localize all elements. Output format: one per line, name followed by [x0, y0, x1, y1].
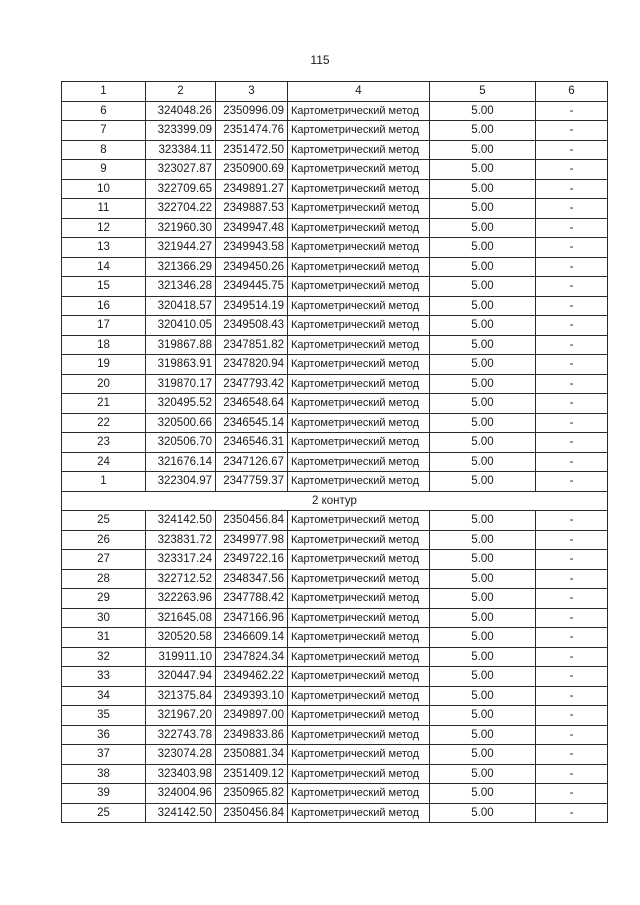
header-cell-3: 3	[216, 82, 288, 102]
point-number-cell: 31	[62, 628, 146, 648]
note-cell: -	[536, 140, 608, 160]
method-cell: Картометрический метод	[288, 101, 430, 121]
point-number-cell: 14	[62, 257, 146, 277]
y-coordinate-cell: 2350456.84	[216, 803, 288, 823]
method-cell: Картометрический метод	[288, 725, 430, 745]
point-number-cell: 16	[62, 296, 146, 316]
method-cell: Картометрический метод	[288, 667, 430, 687]
table-row	[62, 199, 608, 219]
table-row	[62, 452, 608, 472]
method-cell: Картометрический метод	[288, 472, 430, 492]
point-number-cell: 34	[62, 686, 146, 706]
method-cell: Картометрический метод	[288, 706, 430, 726]
table-row	[62, 374, 608, 394]
note-cell: -	[536, 238, 608, 258]
method-cell: Картометрический метод	[288, 218, 430, 238]
header-cell-6: 6	[536, 82, 608, 102]
note-cell: -	[536, 394, 608, 414]
table-row	[62, 647, 608, 667]
y-coordinate-cell: 2351472.50	[216, 140, 288, 160]
x-coordinate-cell: 323384.11	[146, 140, 216, 160]
table-row	[62, 394, 608, 414]
table-row	[62, 413, 608, 433]
y-coordinate-cell: 2347788.42	[216, 589, 288, 609]
contour-header-row	[62, 491, 608, 511]
point-number-cell: 8	[62, 140, 146, 160]
method-cell: Картометрический метод	[288, 452, 430, 472]
table-row	[62, 569, 608, 589]
point-number-cell: 37	[62, 745, 146, 765]
note-cell: -	[536, 355, 608, 375]
precision-cell: 5.00	[430, 764, 536, 784]
method-cell: Картометрический метод	[288, 647, 430, 667]
x-coordinate-cell: 323317.24	[146, 550, 216, 570]
point-number-cell: 17	[62, 316, 146, 336]
method-cell: Картометрический метод	[288, 316, 430, 336]
point-number-cell: 12	[62, 218, 146, 238]
precision-cell: 5.00	[430, 218, 536, 238]
header-cell-1: 1	[62, 82, 146, 102]
method-cell: Картометрический метод	[288, 569, 430, 589]
note-cell: -	[536, 686, 608, 706]
y-coordinate-cell: 2346548.64	[216, 394, 288, 414]
table-row	[62, 511, 608, 531]
table-row	[62, 472, 608, 492]
note-cell: -	[536, 335, 608, 355]
y-coordinate-cell: 2350965.82	[216, 784, 288, 804]
note-cell: -	[536, 745, 608, 765]
y-coordinate-cell: 2349977.98	[216, 530, 288, 550]
x-coordinate-cell: 322304.97	[146, 472, 216, 492]
x-coordinate-cell: 324004.96	[146, 784, 216, 804]
precision-cell: 5.00	[430, 530, 536, 550]
method-cell: Картометрический метод	[288, 277, 430, 297]
y-coordinate-cell: 2349514.19	[216, 296, 288, 316]
precision-cell: 5.00	[430, 257, 536, 277]
point-number-cell: 1	[62, 472, 146, 492]
y-coordinate-cell: 2349887.53	[216, 199, 288, 219]
precision-cell: 5.00	[430, 608, 536, 628]
precision-cell: 5.00	[430, 179, 536, 199]
precision-cell: 5.00	[430, 452, 536, 472]
table-row	[62, 725, 608, 745]
note-cell: -	[536, 725, 608, 745]
method-cell: Картометрический метод	[288, 238, 430, 258]
table-row	[62, 296, 608, 316]
method-cell: Картометрический метод	[288, 179, 430, 199]
note-cell: -	[536, 550, 608, 570]
x-coordinate-cell: 319911.10	[146, 647, 216, 667]
note-cell: -	[536, 706, 608, 726]
note-cell: -	[536, 764, 608, 784]
method-cell: Картометрический метод	[288, 433, 430, 453]
x-coordinate-cell: 319863.91	[146, 355, 216, 375]
note-cell: -	[536, 784, 608, 804]
precision-cell: 5.00	[430, 725, 536, 745]
y-coordinate-cell: 2349833.86	[216, 725, 288, 745]
x-coordinate-cell: 324142.50	[146, 803, 216, 823]
precision-cell: 5.00	[430, 277, 536, 297]
note-cell: -	[536, 433, 608, 453]
x-coordinate-cell: 322704.22	[146, 199, 216, 219]
y-coordinate-cell: 2349947.48	[216, 218, 288, 238]
precision-cell: 5.00	[430, 589, 536, 609]
table-header-row	[62, 82, 608, 102]
method-cell: Картометрический метод	[288, 296, 430, 316]
x-coordinate-cell: 321960.30	[146, 218, 216, 238]
x-coordinate-cell: 321944.27	[146, 238, 216, 258]
point-number-cell: 21	[62, 394, 146, 414]
y-coordinate-cell: 2351409.12	[216, 764, 288, 784]
note-cell: -	[536, 316, 608, 336]
y-coordinate-cell: 2349462.22	[216, 667, 288, 687]
point-number-cell: 26	[62, 530, 146, 550]
header-cell-5: 5	[430, 82, 536, 102]
y-coordinate-cell: 2347166.96	[216, 608, 288, 628]
y-coordinate-cell: 2347820.94	[216, 355, 288, 375]
table-row	[62, 803, 608, 823]
table-row	[62, 764, 608, 784]
y-coordinate-cell: 2349722.16	[216, 550, 288, 570]
y-coordinate-cell: 2351474.76	[216, 121, 288, 141]
note-cell: -	[536, 101, 608, 121]
note-cell: -	[536, 569, 608, 589]
x-coordinate-cell: 319870.17	[146, 374, 216, 394]
x-coordinate-cell: 320418.57	[146, 296, 216, 316]
point-number-cell: 11	[62, 199, 146, 219]
precision-cell: 5.00	[430, 335, 536, 355]
precision-cell: 5.00	[430, 413, 536, 433]
method-cell: Картометрический метод	[288, 257, 430, 277]
precision-cell: 5.00	[430, 745, 536, 765]
coordinates-table	[61, 81, 608, 823]
note-cell: -	[536, 530, 608, 550]
x-coordinate-cell: 324142.50	[146, 511, 216, 531]
header-cell-4: 4	[288, 82, 430, 102]
precision-cell: 5.00	[430, 472, 536, 492]
precision-cell: 5.00	[430, 316, 536, 336]
point-number-cell: 19	[62, 355, 146, 375]
x-coordinate-cell: 322709.65	[146, 179, 216, 199]
y-coordinate-cell: 2346546.31	[216, 433, 288, 453]
point-number-cell: 32	[62, 647, 146, 667]
x-coordinate-cell: 322712.52	[146, 569, 216, 589]
precision-cell: 5.00	[430, 511, 536, 531]
table-row	[62, 550, 608, 570]
method-cell: Картометрический метод	[288, 355, 430, 375]
note-cell: -	[536, 199, 608, 219]
method-cell: Картометрический метод	[288, 530, 430, 550]
precision-cell: 5.00	[430, 238, 536, 258]
precision-cell: 5.00	[430, 433, 536, 453]
y-coordinate-cell: 2350900.69	[216, 160, 288, 180]
table-row	[62, 628, 608, 648]
note-cell: -	[536, 452, 608, 472]
precision-cell: 5.00	[430, 647, 536, 667]
method-cell: Картометрический метод	[288, 335, 430, 355]
y-coordinate-cell: 2349445.75	[216, 277, 288, 297]
method-cell: Картометрический метод	[288, 764, 430, 784]
point-number-cell: 39	[62, 784, 146, 804]
method-cell: Картометрический метод	[288, 413, 430, 433]
precision-cell: 5.00	[430, 296, 536, 316]
note-cell: -	[536, 296, 608, 316]
method-cell: Картометрический метод	[288, 199, 430, 219]
x-coordinate-cell: 323831.72	[146, 530, 216, 550]
note-cell: -	[536, 374, 608, 394]
precision-cell: 5.00	[430, 355, 536, 375]
y-coordinate-cell: 2346609.14	[216, 628, 288, 648]
point-number-cell: 25	[62, 511, 146, 531]
note-cell: -	[536, 608, 608, 628]
y-coordinate-cell: 2347126.67	[216, 452, 288, 472]
precision-cell: 5.00	[430, 803, 536, 823]
point-number-cell: 28	[62, 569, 146, 589]
point-number-cell: 24	[62, 452, 146, 472]
precision-cell: 5.00	[430, 374, 536, 394]
table-body	[62, 101, 608, 823]
note-cell: -	[536, 413, 608, 433]
y-coordinate-cell: 2349943.58	[216, 238, 288, 258]
note-cell: -	[536, 667, 608, 687]
table-row	[62, 433, 608, 453]
x-coordinate-cell: 323074.28	[146, 745, 216, 765]
method-cell: Картометрический метод	[288, 140, 430, 160]
note-cell: -	[536, 160, 608, 180]
note-cell: -	[536, 179, 608, 199]
table-row	[62, 686, 608, 706]
table-row	[62, 121, 608, 141]
y-coordinate-cell: 2346545.14	[216, 413, 288, 433]
point-number-cell: 10	[62, 179, 146, 199]
table-row	[62, 238, 608, 258]
precision-cell: 5.00	[430, 569, 536, 589]
x-coordinate-cell: 321967.20	[146, 706, 216, 726]
precision-cell: 5.00	[430, 686, 536, 706]
point-number-cell: 23	[62, 433, 146, 453]
y-coordinate-cell: 2349393.10	[216, 686, 288, 706]
table-row	[62, 589, 608, 609]
x-coordinate-cell: 320410.05	[146, 316, 216, 336]
table-row	[62, 277, 608, 297]
table-row	[62, 316, 608, 336]
note-cell: -	[536, 277, 608, 297]
method-cell: Картометрический метод	[288, 160, 430, 180]
precision-cell: 5.00	[430, 199, 536, 219]
precision-cell: 5.00	[430, 121, 536, 141]
method-cell: Картометрический метод	[288, 608, 430, 628]
point-number-cell: 38	[62, 764, 146, 784]
point-number-cell: 13	[62, 238, 146, 258]
note-cell: -	[536, 511, 608, 531]
method-cell: Картометрический метод	[288, 550, 430, 570]
method-cell: Картометрический метод	[288, 686, 430, 706]
table-row	[62, 179, 608, 199]
x-coordinate-cell: 321645.08	[146, 608, 216, 628]
x-coordinate-cell: 321346.28	[146, 277, 216, 297]
point-number-cell: 7	[62, 121, 146, 141]
table-row	[62, 355, 608, 375]
table-row	[62, 218, 608, 238]
y-coordinate-cell: 2349891.27	[216, 179, 288, 199]
method-cell: Картометрический метод	[288, 374, 430, 394]
table-row	[62, 608, 608, 628]
point-number-cell: 18	[62, 335, 146, 355]
page-number: 115	[310, 53, 330, 67]
x-coordinate-cell: 323399.09	[146, 121, 216, 141]
method-cell: Картометрический метод	[288, 511, 430, 531]
x-coordinate-cell: 320447.94	[146, 667, 216, 687]
point-number-cell: 35	[62, 706, 146, 726]
note-cell: -	[536, 472, 608, 492]
table-row	[62, 160, 608, 180]
note-cell: -	[536, 257, 608, 277]
table-row	[62, 101, 608, 121]
precision-cell: 5.00	[430, 101, 536, 121]
precision-cell: 5.00	[430, 550, 536, 570]
table-row	[62, 745, 608, 765]
table-row	[62, 530, 608, 550]
point-number-cell: 27	[62, 550, 146, 570]
point-number-cell: 15	[62, 277, 146, 297]
header-cell-2: 2	[146, 82, 216, 102]
y-coordinate-cell: 2350881.34	[216, 745, 288, 765]
precision-cell: 5.00	[430, 784, 536, 804]
x-coordinate-cell: 320495.52	[146, 394, 216, 414]
x-coordinate-cell: 321366.29	[146, 257, 216, 277]
precision-cell: 5.00	[430, 706, 536, 726]
y-coordinate-cell: 2347759.37	[216, 472, 288, 492]
x-coordinate-cell: 324048.26	[146, 101, 216, 121]
point-number-cell: 22	[62, 413, 146, 433]
y-coordinate-cell: 2350456.84	[216, 511, 288, 531]
x-coordinate-cell: 321676.14	[146, 452, 216, 472]
note-cell: -	[536, 218, 608, 238]
table-row	[62, 706, 608, 726]
note-cell: -	[536, 803, 608, 823]
table-row	[62, 784, 608, 804]
y-coordinate-cell: 2349897.00	[216, 706, 288, 726]
note-cell: -	[536, 647, 608, 667]
method-cell: Картометрический метод	[288, 628, 430, 648]
method-cell: Картометрический метод	[288, 803, 430, 823]
x-coordinate-cell: 319867.88	[146, 335, 216, 355]
y-coordinate-cell: 2349450.26	[216, 257, 288, 277]
y-coordinate-cell: 2347793.42	[216, 374, 288, 394]
x-coordinate-cell: 320520.58	[146, 628, 216, 648]
note-cell: -	[536, 589, 608, 609]
point-number-cell: 6	[62, 101, 146, 121]
method-cell: Картометрический метод	[288, 784, 430, 804]
point-number-cell: 9	[62, 160, 146, 180]
method-cell: Картометрический метод	[288, 121, 430, 141]
precision-cell: 5.00	[430, 628, 536, 648]
point-number-cell: 29	[62, 589, 146, 609]
table-row	[62, 257, 608, 277]
x-coordinate-cell: 321375.84	[146, 686, 216, 706]
point-number-cell: 25	[62, 803, 146, 823]
x-coordinate-cell: 323027.87	[146, 160, 216, 180]
note-cell: -	[536, 628, 608, 648]
y-coordinate-cell: 2349508.43	[216, 316, 288, 336]
x-coordinate-cell: 323403.98	[146, 764, 216, 784]
precision-cell: 5.00	[430, 394, 536, 414]
note-cell: -	[536, 121, 608, 141]
x-coordinate-cell: 322263.96	[146, 589, 216, 609]
precision-cell: 5.00	[430, 140, 536, 160]
y-coordinate-cell: 2348347.56	[216, 569, 288, 589]
x-coordinate-cell: 320500.66	[146, 413, 216, 433]
point-number-cell: 36	[62, 725, 146, 745]
y-coordinate-cell: 2350996.09	[216, 101, 288, 121]
y-coordinate-cell: 2347824.34	[216, 647, 288, 667]
method-cell: Картометрический метод	[288, 745, 430, 765]
contour-label: 2 контур	[62, 491, 608, 511]
x-coordinate-cell: 322743.78	[146, 725, 216, 745]
point-number-cell: 33	[62, 667, 146, 687]
table-row	[62, 667, 608, 687]
precision-cell: 5.00	[430, 160, 536, 180]
method-cell: Картометрический метод	[288, 394, 430, 414]
y-coordinate-cell: 2347851.82	[216, 335, 288, 355]
point-number-cell: 20	[62, 374, 146, 394]
precision-cell: 5.00	[430, 667, 536, 687]
method-cell: Картометрический метод	[288, 589, 430, 609]
table-row	[62, 140, 608, 160]
table-row	[62, 335, 608, 355]
point-number-cell: 30	[62, 608, 146, 628]
x-coordinate-cell: 320506.70	[146, 433, 216, 453]
